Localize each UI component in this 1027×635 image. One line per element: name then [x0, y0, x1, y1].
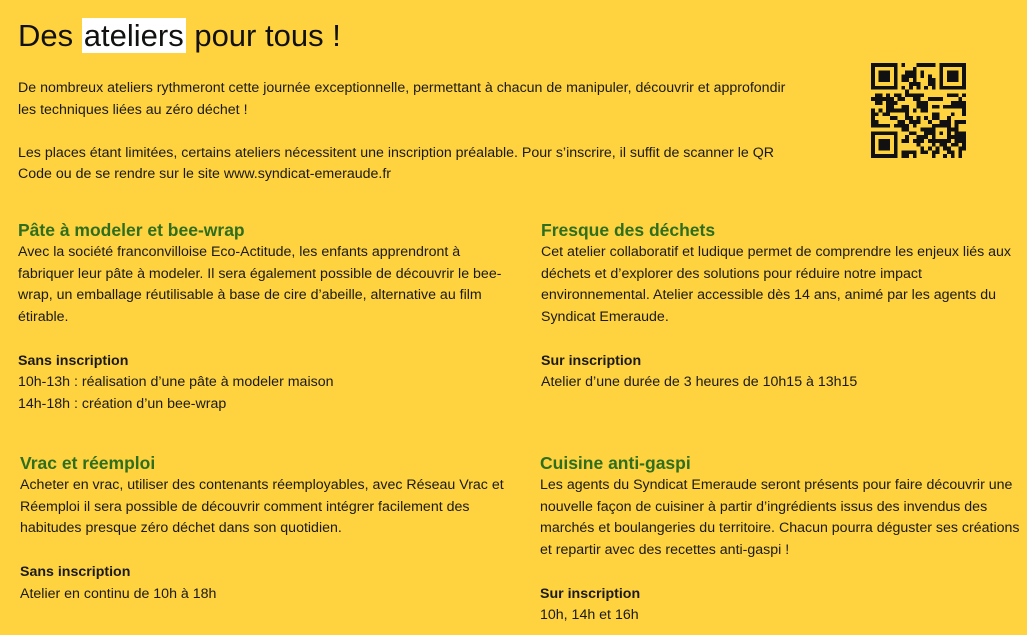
qr-module	[917, 86, 921, 90]
registration-label: Sur inscription	[541, 352, 642, 369]
qr-module	[955, 128, 959, 132]
qr-module	[909, 131, 913, 135]
qr-module	[890, 101, 894, 105]
qr-module	[939, 124, 943, 128]
qr-module	[917, 93, 921, 97]
qr-module	[901, 139, 905, 143]
workshop-description: Cet atelier collaboratif et ludique permet de comprendre les enjeux liés aux déchets et d’explorer des solutions pour réduire notre impact environnemental. Atelier accessible dès 14 ans, animé par les agents du Syndicat Emeraude.	[541, 244, 1012, 326]
qr-module	[901, 63, 905, 67]
qr-module	[917, 101, 921, 105]
qr-module	[886, 124, 890, 128]
qr-module	[943, 124, 947, 128]
qr-module	[913, 154, 917, 158]
qr-module	[894, 109, 898, 113]
registration-label: Sur inscription	[540, 585, 641, 602]
qr-module	[958, 154, 962, 158]
workshop-description: Les agents du Syndicat Emeraude seront présents pour faire découvrir une nouvelle façon de cuisiner à partir d’ingrédients issus des invendus des marchés et boulangeries du territoire. Chacun pourra déguster ses créations et repartir avec des recettes anti-gaspi !	[540, 477, 1020, 559]
qr-module	[886, 101, 890, 105]
schedule-line: Atelier d’une durée de 3 heures de 10h15 à 13h15	[541, 374, 858, 391]
qr-module	[871, 109, 875, 113]
qr-module	[917, 139, 921, 143]
qr-module	[924, 116, 928, 120]
qr-module	[955, 93, 959, 97]
workshop-vrac-et-reemploi	[20, 451, 520, 605]
qr-module	[943, 120, 947, 124]
qr-module	[962, 93, 966, 97]
qr-module	[947, 139, 951, 143]
qr-module	[939, 143, 943, 147]
qr-module	[871, 116, 875, 120]
qr-module	[924, 63, 928, 67]
qr-module	[936, 105, 940, 109]
qr-module	[924, 105, 928, 109]
qr-module	[920, 135, 924, 139]
qr-module	[905, 139, 909, 143]
qr-module	[962, 109, 966, 113]
qr-module	[943, 139, 947, 143]
qr-module	[920, 74, 924, 78]
qr-module	[951, 93, 955, 97]
qr-module	[951, 101, 955, 105]
qr-module	[943, 105, 947, 109]
workshop-title: Fresque des déchets	[541, 220, 716, 240]
qr-module	[875, 120, 879, 124]
qr-module	[898, 120, 902, 124]
qr-module	[890, 105, 894, 109]
qr-module	[932, 78, 936, 82]
qr-module	[875, 93, 879, 97]
qr-module	[875, 97, 879, 101]
qr-module	[879, 97, 883, 101]
qr-module	[913, 71, 917, 75]
qr-module	[920, 63, 924, 67]
qr-module	[901, 105, 905, 109]
qr-module	[947, 150, 951, 154]
schedule-line: 10h-13h : réalisation d’une pâte à modeler maison	[18, 374, 334, 391]
qr-module	[947, 124, 951, 128]
qr-module	[939, 131, 943, 135]
workshop-cuisine-anti-gaspi	[540, 451, 1022, 627]
qr-module	[928, 131, 932, 135]
qr-module	[909, 120, 913, 124]
qr-module	[920, 147, 924, 151]
qr-module	[947, 116, 951, 120]
qr-module	[951, 154, 955, 158]
qr-module	[905, 135, 909, 139]
qr-module	[898, 97, 902, 101]
registration-label: Sans inscription	[18, 352, 129, 369]
qr-module	[955, 135, 959, 139]
qr-module	[875, 112, 879, 116]
qr-module	[936, 116, 940, 120]
qr-module	[951, 112, 955, 116]
qr-module	[917, 120, 921, 124]
qr-module	[909, 82, 913, 86]
qr-module	[901, 74, 905, 78]
qr-module	[928, 139, 932, 143]
qr-module	[962, 139, 966, 143]
qr-module	[871, 120, 875, 124]
qr-module	[955, 101, 959, 105]
qr-module	[958, 105, 962, 109]
qr-module	[917, 135, 921, 139]
qr-module	[939, 139, 943, 143]
qr-module	[905, 93, 909, 97]
qr-module	[932, 139, 936, 143]
qr-module	[951, 128, 955, 132]
qr-module	[905, 150, 909, 154]
workshop-title: Vrac et réemploi	[20, 453, 156, 473]
qr-module	[932, 97, 936, 101]
qr-module	[901, 150, 905, 154]
qr-code-icon[interactable]	[871, 63, 966, 158]
qr-module	[913, 67, 917, 71]
workshop-title: Cuisine anti-gaspi	[540, 453, 691, 473]
qr-module	[928, 63, 932, 67]
qr-module	[905, 109, 909, 113]
qr-module	[901, 78, 905, 82]
qr-module	[955, 120, 959, 124]
qr-module	[917, 143, 921, 147]
qr-module	[886, 97, 890, 101]
qr-module	[947, 128, 951, 132]
qr-module	[901, 124, 905, 128]
qr-module	[958, 131, 962, 135]
workshop-description: Acheter en vrac, utiliser des contenants réemployables, avec Réseau Vrac et Réemploi il sera possible de découvrir comment intégrer facilement des habitudes presque zéro déchet dans son quotidien.	[20, 477, 504, 537]
qr-module	[913, 131, 917, 135]
qr-module	[962, 112, 966, 116]
qr-module	[939, 120, 943, 124]
qr-module	[901, 154, 905, 158]
qr-module	[905, 128, 909, 132]
qr-module	[920, 105, 924, 109]
qr-module	[958, 135, 962, 139]
qr-module	[962, 143, 966, 147]
qr-module	[943, 147, 947, 151]
intro-paragraph: De nombreux ateliers rythmeront cette journée exceptionnelle, permettant à chacun de manipuler, découvrir et approfondir les techniques liées au zéro déchet !	[18, 80, 786, 118]
qr-module	[955, 124, 959, 128]
qr-module	[879, 101, 883, 105]
qr-module	[890, 116, 894, 120]
qr-module	[894, 116, 898, 120]
qr-module	[894, 101, 898, 105]
qr-module	[913, 150, 917, 154]
qr-module	[947, 131, 951, 135]
qr-module	[932, 112, 936, 116]
qr-module	[936, 150, 940, 154]
qr-module	[932, 105, 936, 109]
qr-module	[871, 124, 875, 128]
qr-module	[913, 74, 917, 78]
schedule-line: Atelier en continu de 10h à 18h	[20, 585, 217, 602]
qr-module	[886, 93, 890, 97]
qr-module	[894, 93, 898, 97]
qr-module	[909, 150, 913, 154]
schedule-line: 14h-18h : création d’un bee-wrap	[18, 395, 227, 412]
qr-module	[936, 124, 940, 128]
workshop-title: Pâte à modeler et bee-wrap	[18, 220, 245, 240]
qr-module	[943, 143, 947, 147]
qr-module	[951, 143, 955, 147]
qr-module	[932, 150, 936, 154]
qr-module	[875, 101, 879, 105]
qr-module	[932, 116, 936, 120]
qr-module	[932, 128, 936, 132]
qr-module	[924, 101, 928, 105]
qr-module	[917, 63, 921, 67]
qr-module	[947, 105, 951, 109]
title-highlight: ateliers	[83, 18, 184, 53]
qr-module	[920, 101, 924, 105]
qr-module	[879, 93, 883, 97]
qr-module	[962, 105, 966, 109]
qr-module	[909, 116, 913, 120]
qr-module	[905, 71, 909, 75]
intro	[18, 78, 798, 207]
qr-module	[913, 124, 917, 128]
qr-module	[917, 116, 921, 120]
qr-module	[947, 120, 951, 124]
qr-module	[913, 120, 917, 124]
qr-module	[905, 105, 909, 109]
qr-module	[936, 97, 940, 101]
qr-module	[958, 101, 962, 105]
workshop-pate-a-modeler	[18, 218, 518, 416]
qr-module	[898, 93, 902, 97]
qr-module	[924, 131, 928, 135]
qr-module	[947, 93, 951, 97]
qr-module	[924, 86, 928, 90]
qr-module	[886, 109, 890, 113]
qr-module	[932, 82, 936, 86]
qr-module	[955, 143, 959, 147]
qr-module	[886, 112, 890, 116]
qr-module	[913, 139, 917, 143]
qr-module	[958, 120, 962, 124]
qr-module	[928, 78, 932, 82]
qr-module	[936, 139, 940, 143]
qr-module	[894, 124, 898, 128]
qr-module	[951, 135, 955, 139]
qr-module	[962, 101, 966, 105]
page-title	[18, 12, 341, 60]
qr-module	[913, 97, 917, 101]
qr-module	[924, 128, 928, 132]
qr-module	[947, 147, 951, 151]
qr-module	[920, 93, 924, 97]
qr-module	[936, 112, 940, 116]
qr-finder-top-left	[871, 63, 898, 90]
title-before: Des	[18, 18, 74, 53]
qr-module	[901, 128, 905, 132]
qr-module	[905, 90, 909, 94]
qr-module	[947, 135, 951, 139]
qr-module	[924, 150, 928, 154]
qr-module	[890, 97, 894, 101]
qr-module	[905, 124, 909, 128]
workshop-description: Avec la société franconvilloise Eco-Actitude, les enfants apprendront à fabriquer leur pâte à modeler. Il sera également possible de découvrir le bee-wrap, un emballage réutilisable à base de cire d’abeille, alternative au film étirable.	[18, 244, 502, 326]
qr-module	[890, 109, 894, 113]
qr-module	[917, 105, 921, 109]
qr-module	[920, 139, 924, 143]
qr-module	[932, 154, 936, 158]
qr-module	[958, 139, 962, 143]
qr-module	[951, 150, 955, 154]
title-after: pour tous !	[194, 18, 341, 53]
qr-module	[879, 124, 883, 128]
qr-module	[882, 112, 886, 116]
qr-module	[901, 86, 905, 90]
qr-module	[932, 124, 936, 128]
qr-module	[898, 109, 902, 113]
qr-module	[917, 82, 921, 86]
qr-module	[928, 74, 932, 78]
qr-module	[905, 112, 909, 116]
qr-module	[913, 82, 917, 86]
qr-module	[932, 143, 936, 147]
qr-finder-bottom-left	[871, 131, 898, 158]
qr-module	[905, 78, 909, 82]
qr-module	[928, 97, 932, 101]
qr-module	[951, 105, 955, 109]
qr-module	[924, 135, 928, 139]
workshop-fresque-des-dechets	[541, 218, 1023, 394]
qr-module	[962, 120, 966, 124]
qr-module	[920, 150, 924, 154]
qr-module	[943, 154, 947, 158]
intro-paragraph: Les places étant limitées, certains ateliers nécessitent une inscription préalable. Pour s’inscrire, il suffit de scanner le QR Code ou de se rendre sur le site www.syndicat-emeraude.fr	[18, 144, 774, 182]
qr-module	[905, 154, 909, 158]
qr-module	[913, 78, 917, 82]
qr-module	[920, 71, 924, 75]
qr-module	[913, 93, 917, 97]
qr-module	[909, 86, 913, 90]
qr-module	[955, 139, 959, 143]
qr-module	[932, 63, 936, 67]
qr-module	[958, 147, 962, 151]
qr-module	[932, 135, 936, 139]
qr-module	[901, 97, 905, 101]
qr-module	[962, 147, 966, 151]
qr-module	[871, 112, 875, 116]
qr-module	[924, 109, 928, 113]
qr-module	[905, 116, 909, 120]
qr-module	[875, 124, 879, 128]
qr-module	[909, 74, 913, 78]
qr-module	[917, 97, 921, 101]
qr-module	[920, 128, 924, 132]
qr-module	[909, 93, 913, 97]
qr-module	[936, 147, 940, 151]
qr-module	[886, 105, 890, 109]
qr-module	[928, 128, 932, 132]
qr-module	[909, 71, 913, 75]
qr-module	[955, 105, 959, 109]
qr-module	[958, 97, 962, 101]
qr-module	[928, 147, 932, 151]
qr-module	[958, 150, 962, 154]
qr-module	[901, 120, 905, 124]
qr-module	[913, 109, 917, 113]
qr-module	[920, 109, 924, 113]
qr-module	[928, 120, 932, 124]
qr-module	[871, 97, 875, 101]
qr-module	[928, 82, 932, 86]
qr-module	[939, 97, 943, 101]
qr-module	[898, 124, 902, 128]
registration-label: Sans inscription	[20, 563, 131, 580]
qr-module	[962, 135, 966, 139]
qr-module	[882, 124, 886, 128]
qr-module	[901, 109, 905, 113]
qr-module	[879, 109, 883, 113]
qr-module	[882, 97, 886, 101]
qr-finder-top-right	[939, 63, 966, 90]
qr-module	[955, 131, 959, 135]
qr-module	[932, 86, 936, 90]
qr-module	[932, 131, 936, 135]
qr-module	[962, 131, 966, 135]
schedule-line: 10h, 14h et 16h	[540, 607, 639, 624]
qr-module	[905, 74, 909, 78]
